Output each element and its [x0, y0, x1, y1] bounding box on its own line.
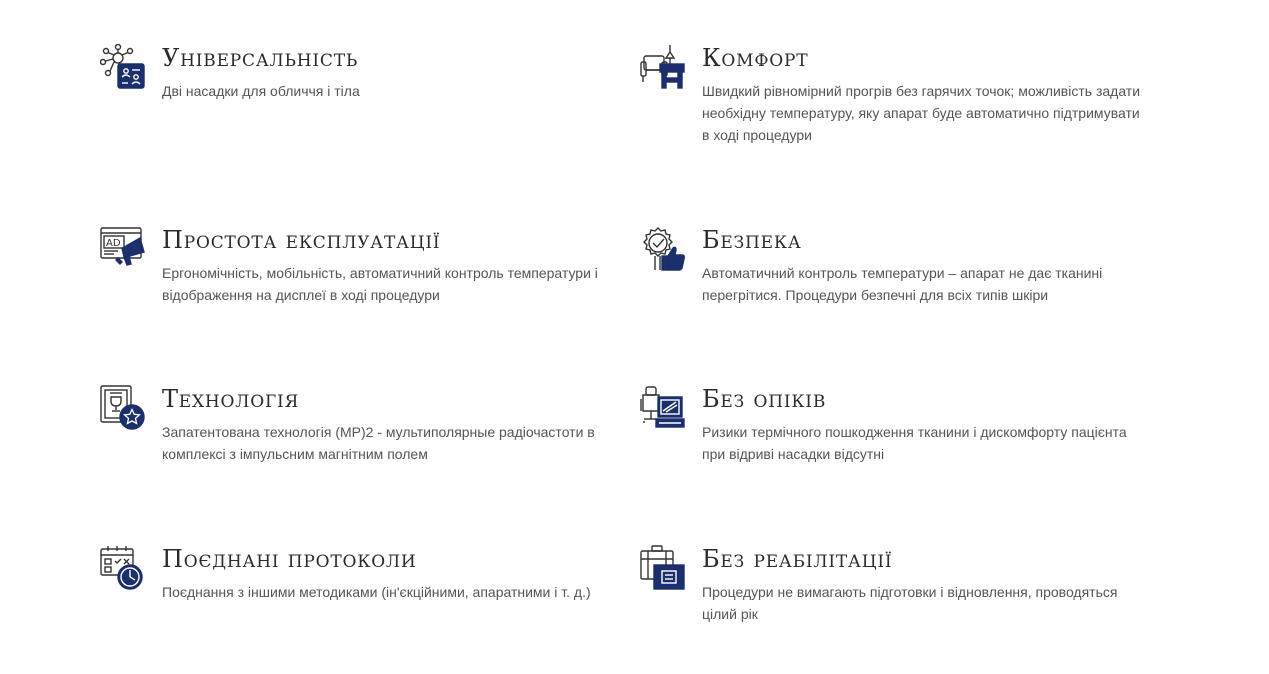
- feature-title: Безпека: [702, 226, 802, 254]
- briefcase-document-icon: [640, 545, 686, 591]
- feature-description: Процедури не вимагають підготовки і відновлення, проводяться цілий рік: [702, 584, 1118, 622]
- feature-description: Запатентована технологія (MP)2 - мультиполярные радіочастоти в комплексі з імпульсним магнітним полем: [162, 424, 595, 462]
- feature-description: Поєднання з іншими методиками (ін'єкційними, апаратними і т. д.): [162, 584, 591, 600]
- ad-megaphone-icon: [100, 226, 146, 272]
- feature-description: Автоматичний контроль температури – апарат не дає тканині перегрітися. Процедури безпечні для всіх типів шкіри: [702, 265, 1103, 303]
- workplace-chair-monitor-icon: [640, 385, 686, 431]
- feature-title: Поєднані протоколи: [162, 545, 417, 573]
- feature-description: Ризики термічного пошкодження тканини і дискомфорту пацієнта при відриві насадки відсутні: [702, 424, 1127, 462]
- feature-title: Простота експлуатації: [162, 226, 441, 254]
- feature-title: Без опіків: [702, 385, 827, 413]
- feature-title: Універсальність: [162, 44, 359, 72]
- feature-description: Дві насадки для обличчя і тіла: [162, 83, 360, 99]
- feature-description: Ергономічність, мобільність, автоматичний контроль температури і відображення на дисплеї в ході процедури: [162, 265, 598, 303]
- feature-title: Комфорт: [702, 44, 809, 72]
- comfort-armchair-lamp-icon: [640, 44, 686, 90]
- feature-title: Технологія: [162, 385, 300, 413]
- award-certificate-star-icon: [100, 385, 146, 431]
- svg-text:AD: AD: [106, 238, 121, 249]
- feature-title: Без реабілітації: [702, 545, 893, 573]
- feature-description: Швидкий рівномірний прогрів без гарячих точок; можливість задати необхідну температуру, яку апарат буде автоматично підтримувати в ході процедури: [702, 83, 1141, 143]
- quality-badge-thumb-icon: [640, 226, 686, 272]
- calendar-clock-icon: [100, 545, 146, 591]
- network-users-icon: [100, 44, 146, 90]
